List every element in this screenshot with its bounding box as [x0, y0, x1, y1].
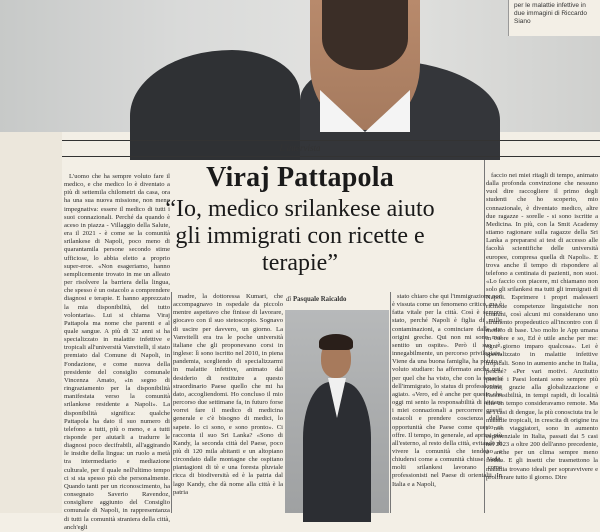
kicker: L'intervista [279, 143, 321, 153]
column-divider [171, 292, 172, 513]
kicker-rule-top [62, 140, 600, 141]
byline [286, 296, 390, 303]
column-divider [390, 292, 391, 513]
article-column-1 [64, 173, 170, 531]
kicker-rule-bottom [62, 156, 600, 157]
paragraph: stato chiaro che qui l'immigrazione non è vissuta come un fenomeno critico, ma è fatta vitale per la città. Così è sempre stato, perché Napoli è figlia di mille contaminazioni, a cominciare dalle sue origini greche. Qui non mi sono mai sentito un ospite». Però il suo è, innegabilmente, un percorso privilegiato. Viene da una buona famiglia, ha potuto e voluto studiare: ha affermato anche qui, per quel che ha visto, che con la tenacia dell'immigrato, lo status di professionista agiato. «Vero, ed è anche per questo che oggi mi sento la responsabilità di aiutare i miei connazionali a percorrere questi ostacoli e prendere coscienza delle opportunità che Paese come questo ci offre. Il tempo, in generale, ad aprirsi più all'esterno, al resto della città, evitando di vivere la comunità che tendono a chiudersi come a comunità chiuse. Vede, molti srilankesi lavorano come professionisti nel Paese di orientalii. In Italia e a Napoli, [392, 293, 502, 488]
paragraph: L'uomo che ha sempre voluto fare il medico, e che medico lo è diventato a più di settemila chilometri da casa, ora ha una sua nuova missione, non meno impegnativa: essere il medico di tutti i suoi connazionali. Perché da quando è aceso in piazza - Villaggio della Salute, era il 2021 - è come se la comunità srilankese di Napoli, poco meno di quarantamila persone secondo stime ufficiose, lo abbia eletto a proprio super-eroe. «Non esageriamo, hanno semplicemente trovato in me un alleato per risolvere la barriera della lingua, che spesso è un ostacolo a comprendere diagnosi e terapie. E hanno apprezzato la mia disponibilità, del tutto volontaria». Lui si chiama Viraj Pattapola ma nome che parenti e al quale sangue. A più di 32 anni si ha specializzato in malattie infettive e tropicali all'università Vanvitelli, il stato premiato dal Comune di Napoli, in Fondazione, e come nuova della presidente del consiglio comunale Vincenza Amato, «in segno di ringraziamento per la disponibilità manifestata verso la comunità srilankese residente a Napoli». La disponibilità significa: qualche Pattapola ha dato il suo numero di telefono a tutti, più o meno, e a tutti risponde per aiutarli a tradurre le diagnosi poco decifrabili, all'aggirando le insidie della lingua: un ruolo a metà tra intermediario e mediazione culturale, per il quale nell'ultimo tempo ci si sta spesso più che personalmente. Quando tanti per un riconoscimento, ha consegnato Saverio Ravendoz, consigliere aggiunto del Consiglio comunale di Napoli, in rappresentanza di tutti la comunità straniera della città, anch'egli [64, 173, 170, 531]
left-margin [0, 132, 62, 513]
photo-beard [322, 0, 408, 70]
headline: “Io, medico srilankese aiuto gli immigrati con ricette e terapie” [165, 196, 435, 276]
paragraph: faccio nei miei ritagli di tempo, animato dalla profonda convinzione che nessuno vuol dire raccogliere il primo degli studenti che ho scoperto, mio connazionale, è diventato medico, altre due ragazze - sorelle - si sono iscritte a Medicina. In più, con la Smit Academy stiamo ragionare sulla ragazze della Sri Lanka a prepararsi ai test di accesso alle facoltà scientifiche delle università europee, compresa quella di Napoli». E trova anche il tempo di rispondere al telefono a centinaia di pazienti, non suoi. «Lo faccio con piacere, mi chiamano non solo gli srilankesi ma tutti gli immigrati di Napoli. Esprimere i propri malesseri richiede competenze linguistiche non comuni, così alcuni mi considerano uno strumento propedeutico all'incontro con il medico di base. Uso molto le App umana in cuore e so, Ed è utile anche per me: ogni giorno imparo qualcosa». Lei è specializzato in malattie infettive tropicali. Sono in aumento anche in Italia, perché? «Per vari motivi. Anzitutto perché i Paesi lontani sono sempre più vicini, grazie alla globalizzazione e l'accessibilità, in tempi rapidi, di località che un tempo consideravamo remote. Ma se i casi di dengue, la più conosciuta tra le malattie tropicali, in crescita di origine tra i non viaggiatori, sono in aumento esponenziale in Italia, passati dai 5 casi nel 2023 a oltre 200 dell'anno precedente, è anche per un clima sempre meno freddo. E gli insetti che trasmettono la malattia trovano ideali per sopravvivere e proliferare tutto il giorno. Dire [486, 172, 598, 481]
byline-author: Pasquale Raicaldo [293, 296, 347, 303]
article-column-4 [486, 172, 598, 513]
paragraph: madre, la dottoressa Kumari, che accompagnavo in ospedale da piccolo mentre aspettavo che finisse di lavorare, giocavo con il suo stetoscopio. Sognavo di uscire per davvero, un giorno. La Vanvitelli era tra le poche università italiane che gli proponevano corsi in inglese: lì sono iscritto nel 2010, in piena pandemia, scegliendo di specializzarmi in malattie infettive, animato dal desiderio di restituire a questo straordinario Paese quello che mi ha dato, accogliendomi. Ho concluso il mio percorso due settimane fa, in futuro forse vorrei fare il medico di medicina generale e c'è bisogno di medici, lo sapete. lo ci sono, e sono pronto». Ci racconta il suo Sri Lanka? «Sono di Kandy, la seconda città del Paese, poco più di 120 mila abitanti e un altopiano circondato dalle montagne che ospitano piantagioni di tè e una foresta pluviale ricca di biodiversità ed è la patria dal lago Kandy, che dà nome alla città è la patria [173, 293, 283, 496]
photo-caption: per le malattie infettive in due immagini di Riccardo Siano [508, 0, 600, 36]
portrait-photo [285, 310, 389, 513]
article-column-2 [173, 293, 283, 513]
byline-prefix: di [286, 296, 292, 303]
portrait-hair [319, 334, 353, 350]
interviewee-name: Viraj Pattapola [206, 162, 394, 193]
